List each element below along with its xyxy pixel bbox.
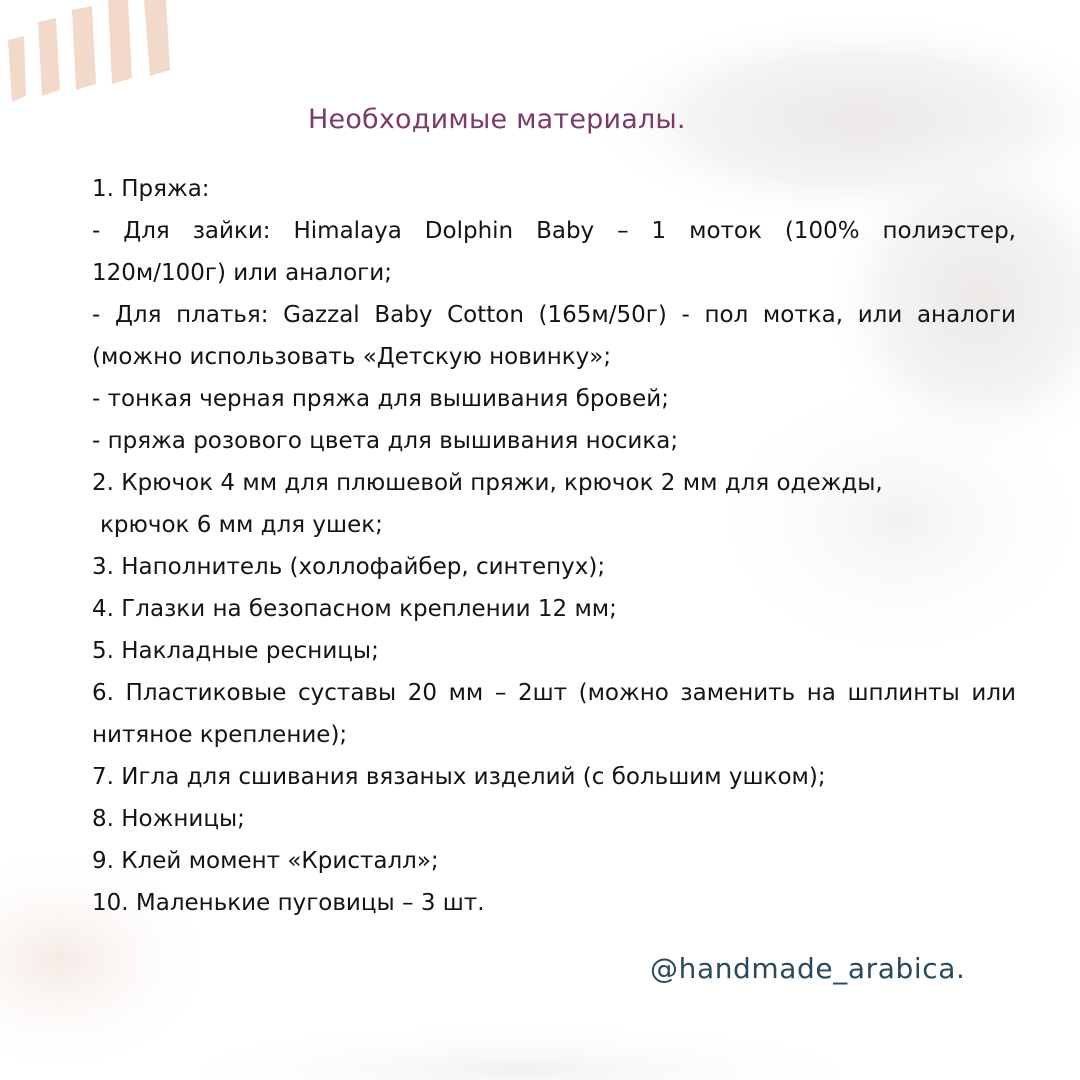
page-title: Необходимые материалы.	[308, 104, 686, 135]
list-item: 5. Накладные ресницы;	[92, 638, 379, 664]
list-item: 6. Пластиковые суставы 20 мм – 2шт (можно заменить на шплинты или	[92, 680, 1016, 706]
list-item: нитяное крепление);	[92, 722, 348, 748]
list-item: 3. Наполнитель (холлофайбер, синтепух);	[92, 554, 606, 580]
list-item: - Для зайки: Himalaya Dolphin Baby – 1 моток (100% полиэстер,	[92, 218, 1016, 244]
list-item: 2. Крючок 4 мм для плюшевой пряжи, крючок 2 мм для одежды,	[92, 470, 883, 496]
list-item: - пряжа розового цвета для вышивания носика;	[92, 428, 679, 454]
list-item: 120м/100г) или аналоги;	[92, 260, 392, 286]
list-item: 1. Пряжа:	[92, 176, 210, 202]
list-item: 4. Глазки на безопасном креплении 12 мм;	[92, 596, 617, 622]
list-item: - тонкая черная пряжа для вышивания бровей;	[92, 386, 669, 412]
list-item: (можно использовать «Детскую новинку»;	[92, 344, 612, 370]
materials-list	[92, 168, 1016, 924]
list-item: 9. Клей момент «Кристалл»;	[92, 848, 439, 874]
list-item: 8. Ножницы;	[92, 806, 245, 832]
list-item: 7. Игла для сшивания вязаных изделий (с большим ушком);	[92, 764, 826, 790]
list-item: - Для платья: Gazzal Baby Cotton (165м/50г) - пол мотка, или аналоги	[92, 302, 1016, 328]
list-item: 10. Маленькие пуговицы – 3 шт.	[92, 890, 485, 916]
list-item: крючок 6 мм для ушек;	[100, 512, 383, 538]
author-handle: @handmade_arabica.	[650, 952, 966, 985]
